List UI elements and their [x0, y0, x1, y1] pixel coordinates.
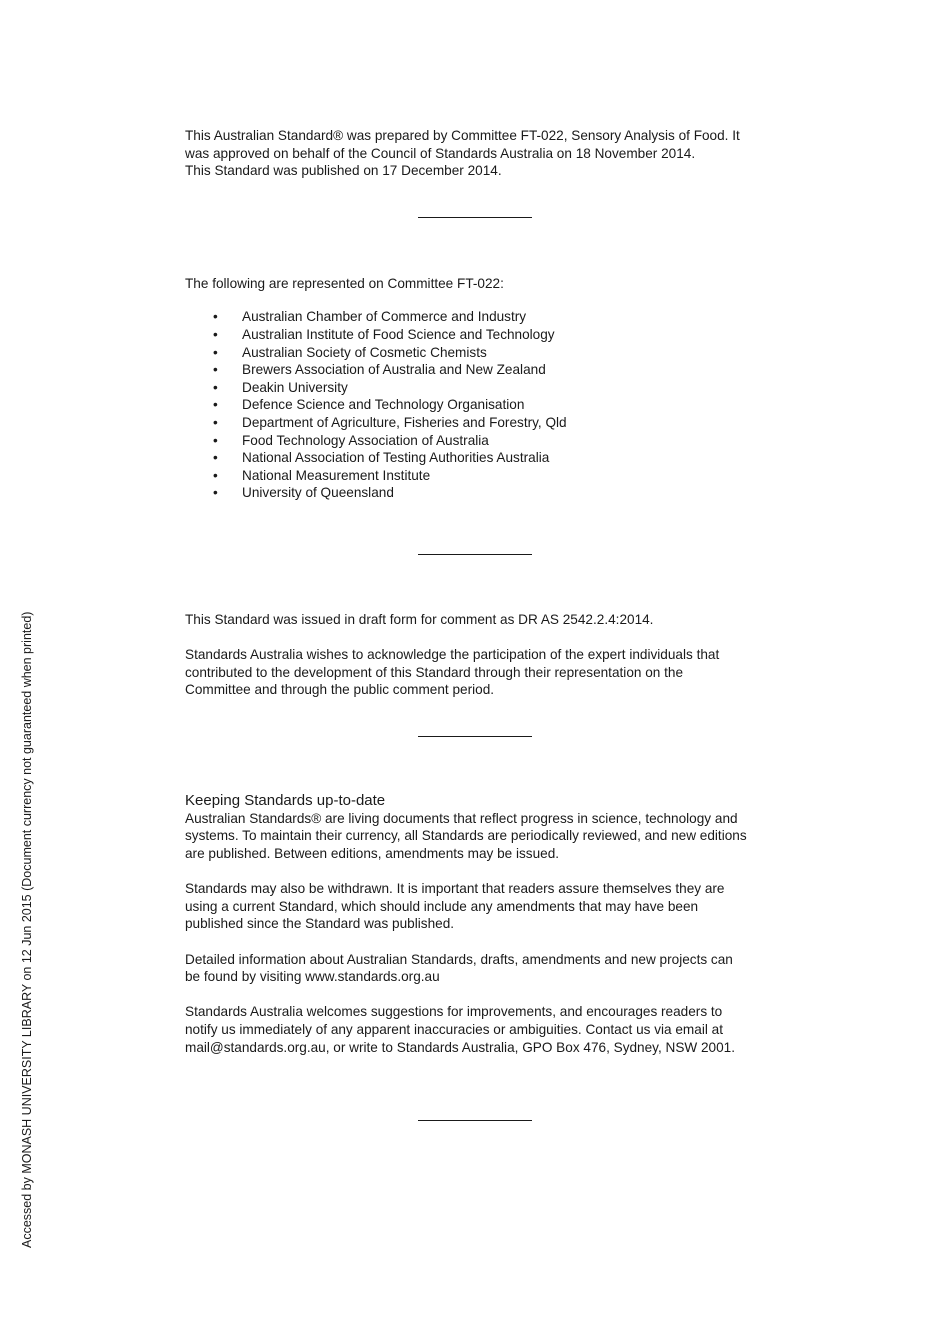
list-item: • Australian Society of Cosmetic Chemists	[213, 344, 487, 360]
bullet-icon: •	[213, 485, 218, 501]
list-item: • University of Queensland	[213, 485, 394, 501]
preparation-statement: This Australian Standard® was prepared by Committee FT-022, Sensory Analysis of Food. It was approved on behalf of the Council of Standards Australia on 18 November 2014. This Standard was published on 17 December 2014.	[185, 128, 740, 179]
section-divider	[418, 736, 532, 737]
list-item: • National Measurement Institute	[213, 467, 431, 483]
list-item: • Deakin University	[213, 379, 348, 395]
list-item: • Brewers Association of Australia and New Zealand	[213, 362, 546, 378]
section-divider	[418, 554, 532, 555]
list-item: • Australian Institute of Food Science and Technology	[213, 326, 555, 342]
keeping-heading: Keeping Standards up-to-date	[185, 791, 386, 809]
list-item: • National Association of Testing Authorities Australia	[213, 450, 550, 466]
bullet-icon: •	[213, 414, 218, 430]
section-divider	[418, 1120, 532, 1121]
list-item: • Defence Science and Technology Organisation	[213, 397, 525, 413]
bullet-icon: •	[213, 326, 218, 342]
website-link[interactable]: www.standards.org.au	[305, 969, 440, 985]
website-paragraph: Detailed information about Australian Standards, drafts, amendments and new projects can be found by visiting www.standards.org.au	[185, 951, 733, 985]
committee-intro: The following are represented on Committee FT-022:	[185, 275, 504, 291]
list-item: • Department of Agriculture, Fisheries and Forestry, Qld	[213, 414, 567, 430]
keeping-paragraph: Australian Standards® are living documents that reflect progress in science, technology and systems. To maintain their currency, all Standards are periodically reviewed, and new editions are published. Between editions, amendments may be issued.	[185, 810, 747, 862]
list-item: • Australian Chamber of Commerce and Industry	[213, 309, 527, 325]
bullet-icon: •	[213, 309, 218, 325]
committee-member-list	[185, 308, 775, 502]
contact-paragraph: Standards Australia welcomes suggestions for improvements, and encourages readers to notify us immediately of any apparent inaccuracies or ambiguities. Contact us via email at mail@standards.org.au, or write to Standards Australia, GPO Box 476, Sydney, NSW 2001.	[185, 1004, 736, 1055]
withdrawn-paragraph: Standards may also be withdrawn. It is important that readers assure themselves they are using a current Standard, which should include any amendments that may have been published since the Standard was published.	[185, 881, 725, 932]
bullet-icon: •	[213, 432, 218, 448]
acknowledgement: Standards Australia wishes to acknowledge the participation of the expert individuals that contributed to the development of this Standard through their representation on the Committee and through the public comment period.	[185, 647, 720, 698]
bullet-icon: •	[213, 344, 218, 360]
email-link[interactable]: mail@standards.org.au	[185, 1039, 326, 1055]
access-watermark: Accessed by MONASH UNIVERSITY LIBRARY on 12 Jun 2015 (Document currency not guaranteed when printed)	[20, 611, 34, 1248]
bullet-icon: •	[213, 362, 218, 378]
bullet-icon: •	[213, 379, 218, 395]
bullet-icon: •	[213, 397, 218, 413]
draft-statement: This Standard was issued in draft form for comment as DR AS 2542.2.4:2014.	[185, 611, 654, 627]
section-divider	[418, 217, 532, 218]
document-body	[185, 127, 775, 1121]
bullet-icon: •	[213, 467, 218, 483]
list-item: • Food Technology Association of Australia	[213, 432, 489, 448]
bullet-icon: •	[213, 450, 218, 466]
